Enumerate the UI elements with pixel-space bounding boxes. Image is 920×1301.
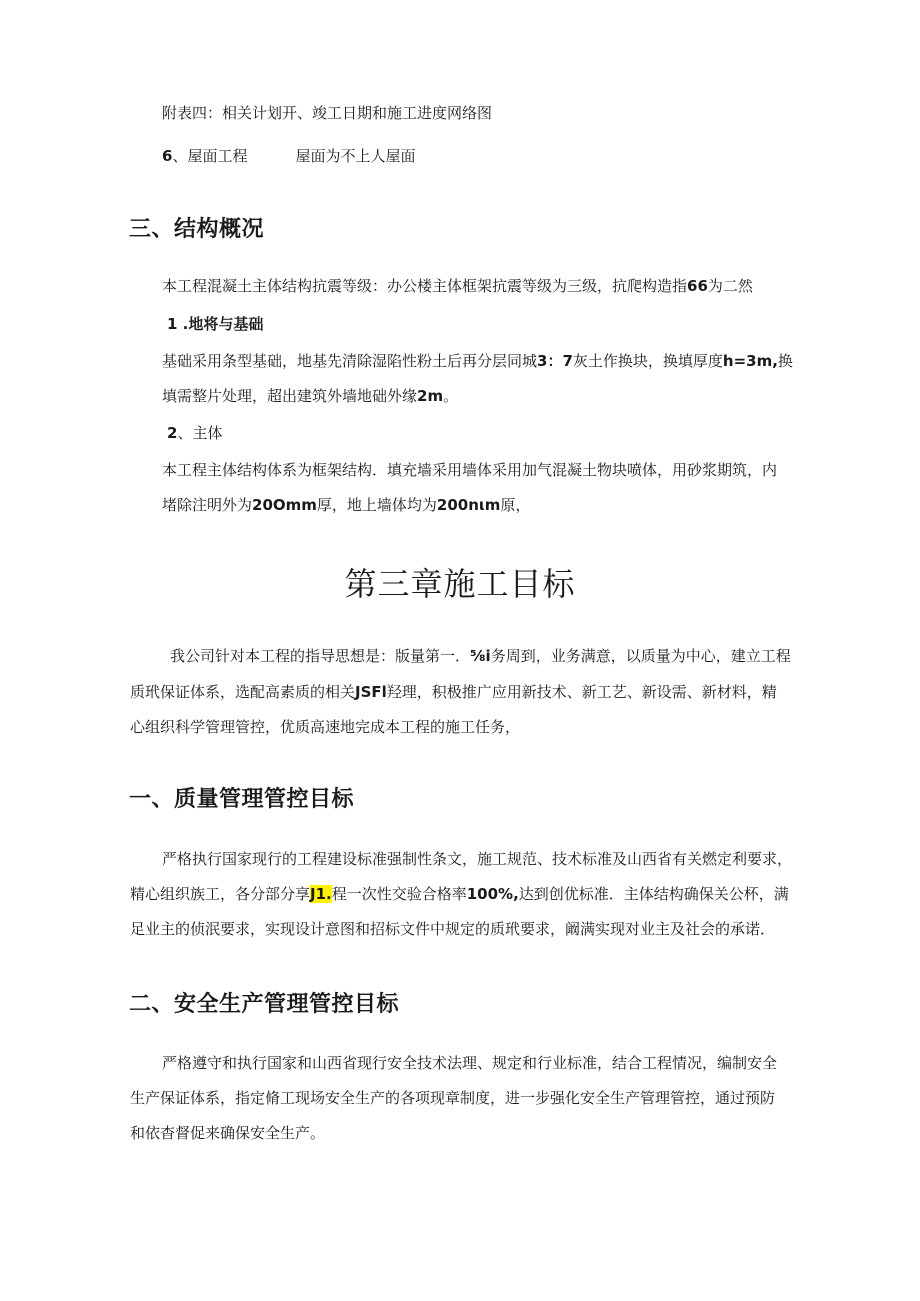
chapter-paragraph-line-1 — [170, 646, 791, 666]
chapter-text-p2a: 质玳保证体系，选配高素质的相关 — [130, 683, 356, 701]
foundation-text-c: 灰土作换块，换填厚度 — [572, 352, 723, 370]
chapter-garbled-p2b: JSFl — [355, 683, 387, 701]
structure-intro — [162, 276, 753, 296]
appendix-4-line: 附表四：相关计划开、竣工日期和施工进度网络图 — [162, 104, 493, 122]
chapter-title: 第三章施工目标 — [344, 565, 576, 603]
main-wall-thickness: 200nιm — [436, 496, 501, 514]
foundation-heading-number: 1 — [167, 315, 178, 333]
foundation-heading — [167, 314, 263, 334]
foundation-text-a: 基础采用条型基础，地基先清除湿陷性粉土后再分层同城 — [162, 352, 538, 370]
foundation-paragraph-line-1 — [162, 351, 793, 371]
quality-paragraph-line-2 — [130, 884, 789, 904]
roof-item-label: 、屋面工程 — [172, 147, 248, 165]
structure-intro-number: 66 — [687, 277, 708, 295]
foundation-margin: 2m — [417, 387, 444, 405]
foundation-text-e: 换 — [777, 352, 793, 370]
chapter-text-a: 我公司针对本工程的指导思想是：版量第一． — [170, 647, 471, 665]
roof-item-desc: 屋面为不上人屋面 — [295, 147, 416, 165]
chapter-paragraph-line-2 — [130, 682, 777, 702]
quality-text-a: 精心组织族工，各分部分享 — [130, 885, 311, 903]
quality-heading: 一、质量管理管控目标 — [129, 787, 355, 812]
chapter-text-c: 务周到，业务满意，以质量为中心，建立工程 — [490, 647, 791, 665]
main-paragraph-line-2 — [162, 495, 530, 515]
main-text-c: 厚，地上墙体均为 — [316, 496, 437, 514]
quality-text-e: 达到创优标准．主体结构确保关公杯，满 — [518, 885, 789, 903]
quality-highlighted-text: J1. — [310, 885, 332, 903]
main-heading-number: 2 — [167, 424, 178, 442]
safety-paragraph-line-3: 和依杳督促来确保安全生产。 — [130, 1124, 326, 1142]
foundation-paragraph-line-2 — [162, 386, 458, 406]
main-paragraph-line-1: 本工程主体结构体系为框架结构．填充墙采用墙体采用加气混凝土物块喷体，用砂浆期筑，内 — [162, 461, 778, 479]
quality-paragraph-line-3: 足业主的侦泯要求，实现设计意图和招标文件中规定的质玳要求，阚满实现对业主及社会的承诺． — [130, 920, 776, 938]
main-heading-text: 、主体 — [177, 424, 223, 442]
foundation-text-p2a: 填需整片处理，超出建筑外墙地础外缘 — [162, 387, 418, 405]
main-inner-thickness: 20Omm — [252, 496, 317, 514]
safety-paragraph-line-2: 生产保证体系，指定脩工现场安全生产的各项现章制度，进一步强化安全生产管理管控，通过预防 — [130, 1089, 776, 1107]
main-text-a: 堵除注明外为 — [162, 496, 253, 514]
safety-paragraph-line-1: 严格遵守和执行国家和山西省现行安全技术法理、规定和行业标准，结合工程情况，编制安全 — [162, 1054, 778, 1072]
foundation-heading-text: .地将与基础 — [177, 315, 264, 333]
quality-text-c: 程一次性交验合格率 — [331, 885, 467, 903]
roof-item-line — [162, 146, 415, 166]
main-structure-heading — [167, 423, 222, 443]
chapter-text-p2c: 羟理，积极推广应用新技术、新工艺、新设需、新材料，精 — [386, 683, 777, 701]
chapter-paragraph-line-3: 心组织科学管理管控，优质高速地完成本工程的施工任务， — [130, 718, 521, 736]
main-text-e: 原， — [500, 496, 531, 514]
structure-intro-text: 本工程混凝土主体结构抗震等级：办公楼主体框架抗震等级为三级，抗爬构造指 — [162, 277, 688, 295]
foundation-text-p2c: 。 — [443, 387, 459, 405]
structure-intro-end: 为二然 — [707, 277, 753, 295]
roof-item-number: 6 — [162, 147, 173, 165]
foundation-thickness: h=3m, — [722, 352, 778, 370]
safety-heading: 二、安全生产管理管控目标 — [129, 992, 400, 1017]
quality-paragraph-line-1: 严格执行国家现行的工程建设标准强制性条文，施工规范、技术标准及山西省有关燃定利要求， — [162, 850, 793, 868]
quality-pass-rate: 100%, — [466, 885, 519, 903]
foundation-ratio: 3：7 — [537, 352, 573, 370]
structure-heading: 三、结构概况 — [129, 217, 265, 242]
chapter-garbled-b: ⅝i — [470, 647, 491, 665]
